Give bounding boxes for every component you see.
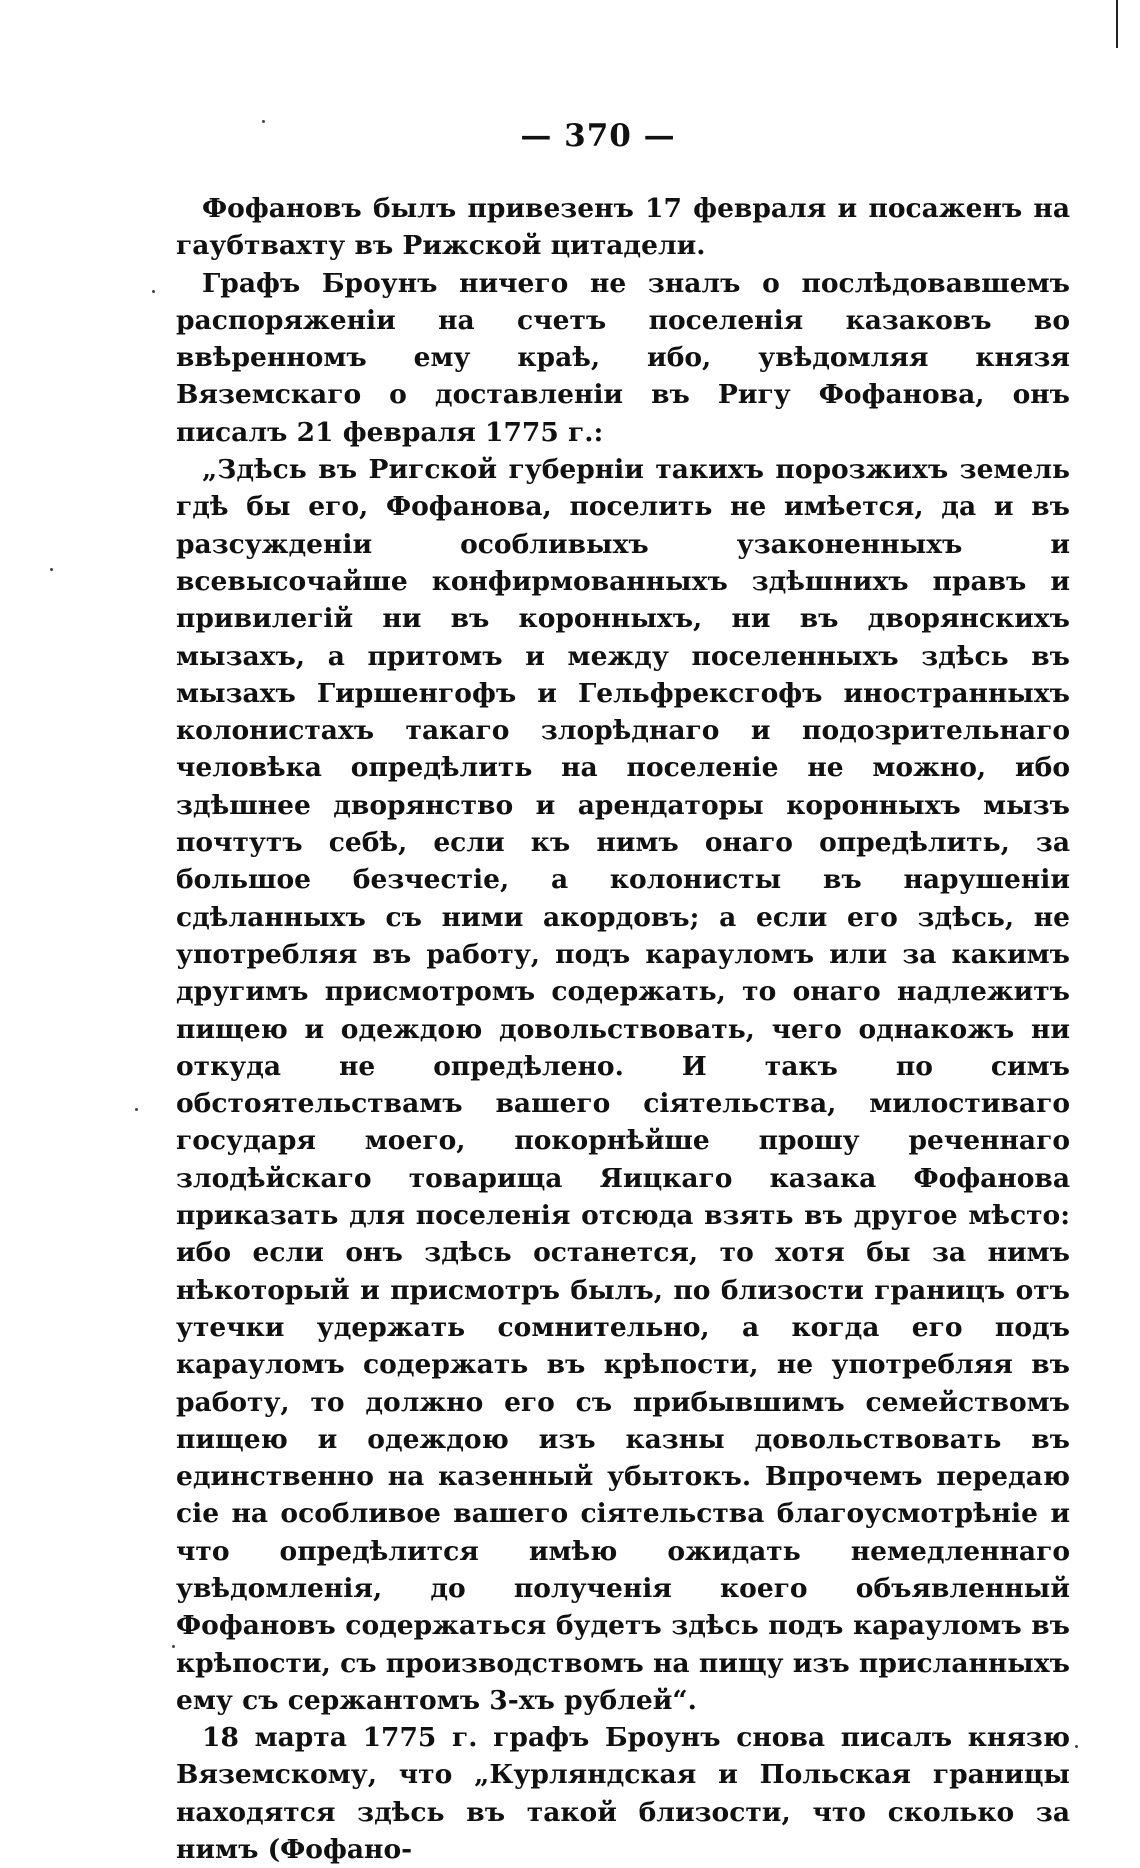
paragraph: „Здѣсь въ Ригской губерніи такихъ порозжихъ земель гдѣ бы его, Фофанова, поселить не имѣется, да и въ разсужденіи особливыхъ узаконенныхъ и всевысочайше конфирмованныхъ здѣшнихъ правъ и привилегій ни въ коронныхъ, ни въ дворянскихъ мызахъ, а притомъ и между поселенныхъ здѣсь въ мызахъ Гиршенгофъ и Гельфрексгофъ иностранныхъ колонистахъ такаго злорѣднаго и подозрительнаго человѣка опредѣлить на поселеніе не можно, ибо здѣшнее дворянство и арендаторы коронныхъ мызъ почтутъ себѣ, если къ нимъ онаго опредѣлить, за большое безчестіе, а колонисты въ нарушеніи сдѣланныхъ съ ними акордовъ; а если его здѣсь, не употребляя въ работу, подъ карауломъ или за какимъ другимъ присмотромъ содержать, то онаго надлежитъ пищею и одеждою довольствовать, чего однакожъ ни откуда не опредѣлено. И такъ по симъ обстоятельствамъ вашего сіятельства, милостиваго государя моего, покорнѣйше прошу реченнаго злодѣйскаго товарища Яицкаго казака Фофанова приказать для поселенія отсюда взять въ другое мѣсто: ибо если онъ здѣсь останется, то хотя бы за нимъ нѣкоторый и присмотръ былъ, по близости границъ отъ утечки удержать сомнительно, а когда его подъ карауломъ содержать въ крѣпости, не употребляя въ работу, то должно его съ прибывшимъ семействомъ пищею и одеждою изъ казны довольствовать въ единственно на казенный убытокъ. Впрочемъ передаю сіе на особливое вашего сіятельства благоусмотрѣніе и что опредѣлится имѣю ожидать немедленнаго увѣдомленія, до полученія коего объявленный Фофановъ содержаться будетъ здѣсь подъ карауломъ въ крѣпости, съ производствомъ на пищу изъ присланныхъ ему съ сержантомъ 3-хъ рублей“. — [176, 454, 1070, 1716]
scan-speck — [135, 1108, 138, 1111]
paragraph: 18 марта 1775 г. графъ Броунъ снова писалъ князю Вяземскому, что „Курляндская и Польская границы находятся здѣсь въ такой близости, что сколько за нимъ (Фофано- — [176, 1722, 1070, 1866]
scan-speck — [50, 568, 53, 571]
scan-speck — [172, 1645, 175, 1648]
paragraph: Фофановъ былъ привезенъ 17 февраля и посаженъ на гаубтвахту въ Рижской цитадели. — [176, 193, 1070, 262]
scan-speck — [152, 290, 155, 293]
scan-speck — [1075, 1745, 1078, 1748]
page-number: — 370 — — [520, 118, 676, 154]
page-edge-line — [1116, 0, 1118, 48]
scan-speck — [262, 120, 265, 123]
body-text — [176, 190, 1070, 1868]
paragraph: Графъ Броунъ ничего не зналъ о послѣдовавшемъ распоряженіи на счетъ поселенія казаковъ во ввѣренномъ ему краѣ, ибо, увѣдомляя князя Вяземскаго о доставленіи въ Ригу Фофанова, онъ писалъ 21 февраля 1775 г.: — [176, 267, 1070, 448]
